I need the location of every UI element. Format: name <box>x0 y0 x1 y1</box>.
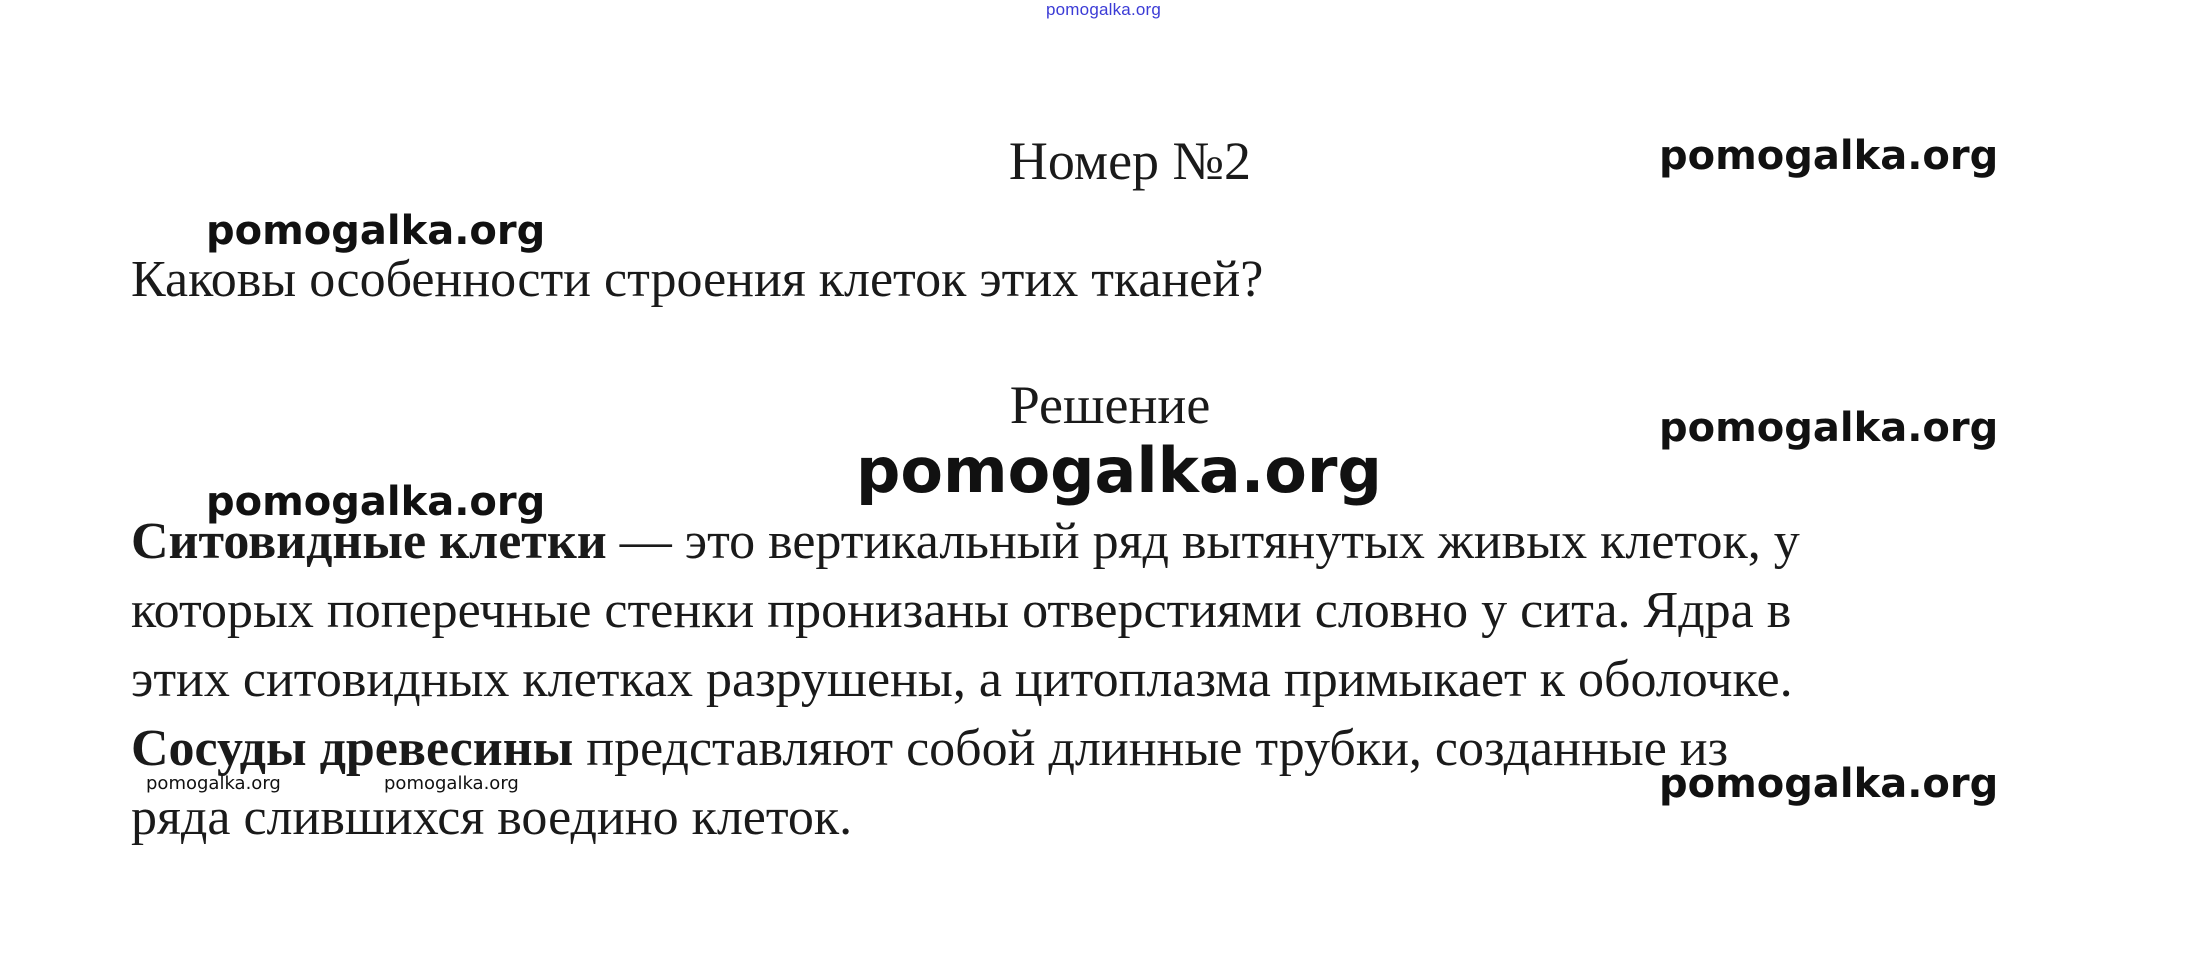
watermark: pomogalka.org <box>1659 133 1999 179</box>
watermark: pomogalka.org <box>206 208 546 254</box>
solution-heading: Решение <box>1009 375 1211 435</box>
watermark: pomogalka.org <box>1659 761 1999 807</box>
watermark: pomogalka.org <box>384 773 519 794</box>
source-link[interactable]: pomogalka.org <box>1046 0 1162 19</box>
answer-line-2: которых поперечные стенки пронизаны отверстиями словно у сита. Ядра в <box>131 582 1792 639</box>
question-text: Каковы особенности строения клеток этих тканей? <box>131 251 1264 308</box>
answer-line-3: этих ситовидных клетках разрушены, а цитоплазма примыкает к оболочке. <box>131 651 1793 708</box>
watermark: pomogalka.org <box>1659 405 1999 451</box>
watermark: pomogalka.org <box>856 434 1382 507</box>
watermark: pomogalka.org <box>146 773 281 794</box>
watermark: pomogalka.org <box>206 479 546 525</box>
term-sieve-cells: Ситовидные клетки <box>131 513 607 570</box>
answer-line-5: ряда слившихся воедино клеток. <box>131 789 853 846</box>
term-wood-vessels: Сосуды древесины <box>131 720 574 777</box>
problem-number-title: Номер №2 <box>1008 131 1252 191</box>
answer-line-4-rest: представляют собой длинные трубки, созданные из <box>573 720 1729 777</box>
answer-line-1-rest: — это вертикальный ряд вытянутых живых клеток, у <box>606 513 1800 570</box>
